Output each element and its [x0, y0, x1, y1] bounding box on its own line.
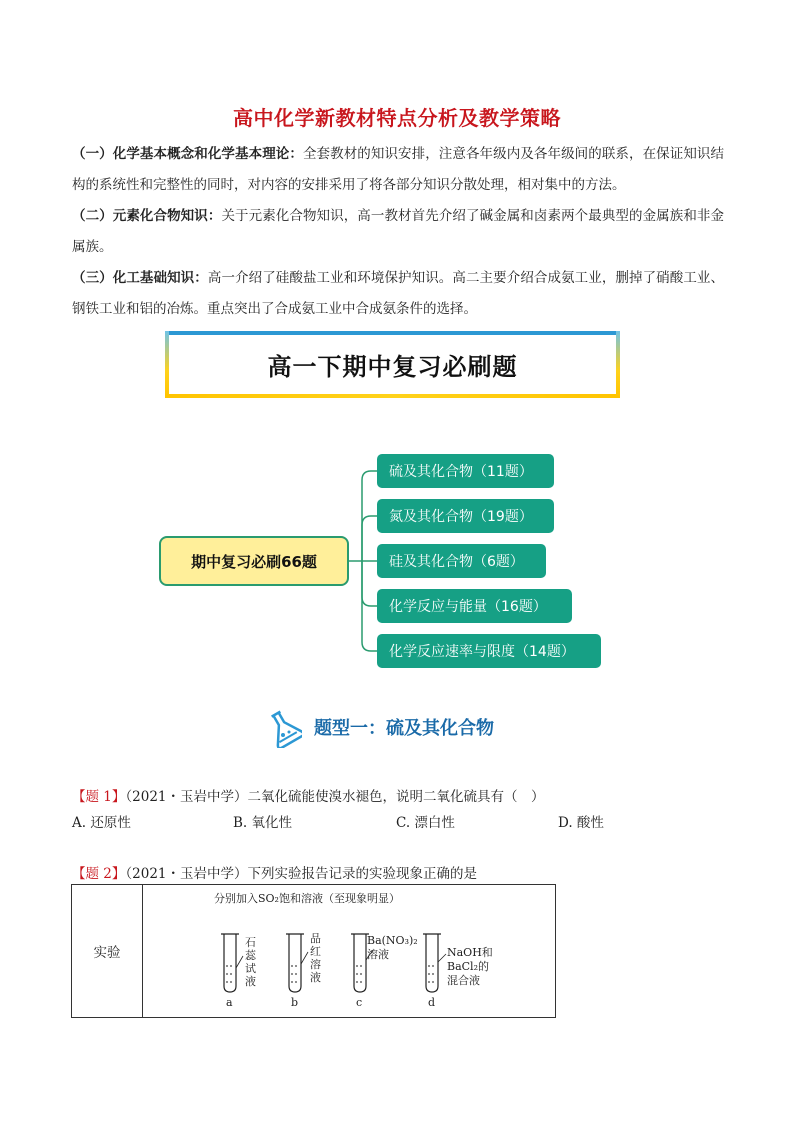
question-1 [72, 785, 545, 805]
tube-reagent: 蕊 [245, 949, 256, 962]
tube-letter: b [291, 996, 299, 1009]
test-tubes-figure [144, 886, 554, 1012]
tube-reagent: 品 [310, 932, 321, 945]
figure-caption: 分别加入SO₂饱和溶液（至现象明显） [214, 892, 400, 905]
paragraph-heading: （一）化学基本概念和化学基本理论： [72, 146, 303, 162]
section-title: 题型一：硫及其化合物 [314, 718, 494, 739]
q1-option-c: C. 漂白性 [396, 815, 455, 831]
test-tube-b [286, 932, 321, 1009]
test-tube-a [221, 934, 257, 1009]
test-tube-d [423, 934, 493, 1009]
experiment-row-label: 实验 [72, 885, 143, 1018]
paragraph-body: 高一介绍了硅酸盐工业和环境保护知识。高二主要介绍合成氨工业，删掉了硝酸工业、钢铁工业和铝的冶炼。重点突出了合成氨工业中合成氨条件的选择。 [72, 270, 725, 317]
mindmap-node-silicon: 硅及其化合物（6题） [377, 544, 546, 578]
tube-reagent: BaCl₂的 [447, 960, 489, 973]
paragraph-body: 全套教材的知识安排，注意各年级内及各年级间的联系，在保证知识结构的系统性和完整性的同时，对内容的安排采用了将各部分知识分散处理，相对集中的方法。 [72, 146, 725, 193]
question-tag: 【题 1】 [72, 789, 126, 805]
paragraph-heading: （二）元素化合物知识： [72, 208, 222, 224]
flask-icon [262, 708, 302, 748]
paragraph-body: 关于元素化合物知识，高一教材首先介绍了碱金属和卤素两个最典型的金属族和非金属族。 [72, 208, 725, 255]
page-title: 高中化学新教材特点分析及教学策略 [233, 106, 561, 130]
tube-reagent: NaOH和 [447, 946, 493, 959]
mindmap-root: 期中复习必刷66题 [159, 536, 349, 586]
tube-reagent: 混合液 [447, 974, 480, 987]
experiment-table [71, 884, 556, 1018]
mindmap-node-nitrogen: 氮及其化合物（19题） [377, 499, 554, 533]
question-tag: 【题 2】 [72, 866, 126, 882]
banner-title: 高一下期中复习必刷题 [267, 353, 518, 381]
tube-letter: a [226, 996, 233, 1009]
tube-letter: d [428, 996, 436, 1009]
question-text: （2021・玉岩中学）下列实验报告记录的实验现象正确的是 [125, 866, 477, 882]
mindmap-node-rate: 化学反应速率与限度（14题） [377, 634, 601, 668]
tube-reagent: 液 [310, 971, 321, 984]
question-text: （2021・玉岩中学）二氧化硫能使溴水褪色，说明二氧化硫具有（ ） [125, 789, 545, 805]
paragraph-heading: （三）化工基础知识： [72, 270, 208, 286]
tube-reagent: 液 [245, 975, 256, 988]
question-2 [72, 862, 477, 882]
mindmap-node-sulfur: 硫及其化合物（11题） [377, 454, 554, 488]
tube-reagent: 溶液 [367, 948, 389, 961]
tube-reagent: 试 [245, 962, 256, 975]
tube-reagent: 红 [310, 945, 321, 958]
experiment-figure-cell [143, 885, 556, 1018]
q1-option-b: B. 氧化性 [233, 815, 293, 831]
mindmap-node-energy: 化学反应与能量（16题） [377, 589, 572, 623]
test-tube-c [351, 934, 418, 1009]
tube-reagent: 石 [245, 936, 256, 949]
tube-reagent: 溶 [310, 958, 321, 971]
tube-reagent: Ba(NO₃)₂ [367, 934, 418, 947]
q1-option-a: A. 还原性 [72, 815, 131, 831]
q1-option-d: D. 酸性 [558, 815, 604, 831]
tube-letter: c [356, 996, 363, 1009]
